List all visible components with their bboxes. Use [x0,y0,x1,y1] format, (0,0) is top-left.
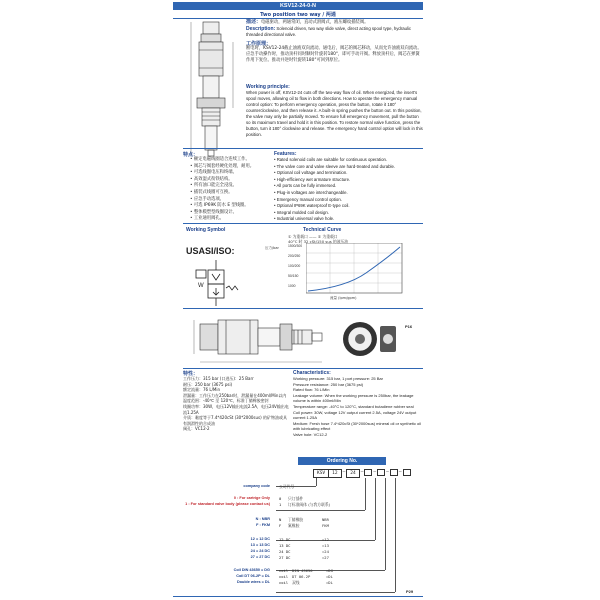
principle-zh-title: 工作原理： [246,41,272,47]
order-row-label: 12 = 12 DC [250,537,270,541]
model-title: KSV12-24-0-N [279,3,317,9]
char-zh-line: 泄漏量：工作压力在250bar时，泄漏量在400ml/Min以内 [183,392,287,398]
order-row-desc: 丁腈橡胶 [288,517,304,522]
order-row-label: 0 : For cartrige Only [233,496,270,500]
section-rule-4 [183,368,423,369]
curve-yaxis-label: 压力/bar [265,246,279,250]
order-row-code: 27 DC [279,555,291,560]
chars-en-title: Characteristics: [293,370,331,376]
order-row-label: 27 = 27 DC [250,555,270,559]
order-code-box: 12 [329,469,341,478]
feature-zh-item: • 应急手动选项。 [190,197,254,204]
char-en-line: Valve hole: VC12-2 [293,431,328,437]
curve-ytick: 200/250 [288,254,301,258]
feature-en-item: • Industrial universal valve hole. [274,216,395,223]
order-row-label: N : NBR [255,517,270,521]
desc-en-label: Description: [246,26,276,32]
order-code-sep: – [398,470,402,475]
leader-line [395,478,396,592]
features-zh-title: 特点： [183,152,199,158]
order-row-label: 13 = 13 DC [250,543,270,547]
char-zh-line: 耐压：250 bar (3675 psi) [183,381,233,387]
features-zh-list [190,157,254,223]
feature-zh-item: • 可选线圈电压和终端。 [190,170,254,177]
curve-ytick: 50/150 [288,274,299,278]
order-row-code: 24 DC [279,549,291,554]
principle-en-text: When power is off, KSV12-24 cuts off the two-way flow of oil. When energized, the insert's spool moves, allowing oil to flow in both directions. How to operate the emergency manual control option: To perform emergency operation, press the button, rotate it 180° counterclockwise, and then release it. A built-in spring pushes the button out. In this position, the valve may only be partially moved. To ensure full emergency movement, pull the button so its maximum travel and hold it in this position. To restore normal valve function, press the button, turn it 180° clockwise and release. The emergency hand control option will lock in this position. [246,90,423,137]
char-zh-line: 阀孔：VC12-2 [183,426,210,432]
order-row-label: company code [243,484,270,488]
feature-en-item: • Optional IP69K waterproof E-type coil. [274,203,395,210]
curve-xaxis-label: 流量 (lpm/gpm) [330,296,357,300]
order-row-extra: =DL [326,580,333,585]
desc-en [246,26,423,38]
curve-legend: ① 为重载口 —— ② 为重载口 [288,234,338,239]
order-code-box [377,469,385,476]
order-row-extra: FKM [322,523,329,528]
char-zh-line: 介质：黏度等于7.4*420cSt (30*2000sus) 的矿物油或具有润滑性的合成油 [183,415,287,426]
order-row-desc: 双线 [292,580,300,585]
feature-en-item: • Integral molded coil design. [274,210,395,217]
model-title-bar [173,2,423,10]
order-row-label: Double wires = DL [236,580,270,584]
curve-ytick: 1500/300 [288,244,303,248]
order-code-sep: – [373,470,377,475]
principle-zh-text: 断电时，KSV12-24截止油液双向流动。通电后，阀芯的阀芯移动，从而允许油液双向流动。应急手动操作时，推动顶杆同时顺时针旋转180°，即可手动开阀。释放顶杆后，阀芯在弹簧作用下复位。推动并逆时针旋转180°可回到原位。 [246,46,422,63]
order-row-extra: =13 [322,543,329,548]
chars-en-block [293,376,423,438]
desc-zh-text: 电磁驱动，两通常闭，直动式滑阀式，液压螺纹插装阀。 [261,20,369,25]
order-row-desc: 公司代号 [279,484,295,489]
order-row-label: F : FKM [256,523,270,527]
desc-en-text: Solenoid driven, two way slide valve, direct acting spool type, hydraulic threaded directional valve. [246,26,412,37]
char-en-line: Pressure resistance: 250 bar (3675 psi) [293,381,364,387]
char-zh-line: 工作压力：315 bar (口进压)：25 Barr [183,376,254,381]
order-row-code: 0 [279,496,282,501]
order-row-extra: NBR [322,517,329,522]
curve-ytick: 100/200 [288,264,301,268]
order-row-extra: =DL [326,574,333,579]
order-row-code: N [279,517,282,522]
order-row-label: Coil DIN 43650 = DG [233,568,270,572]
order-row-code: F [279,523,282,528]
order-row-desc: 订标准阀体 (与我方联系) [288,502,331,507]
curve-page-tag: P16 [405,324,413,329]
order-row-extra: =DG [326,568,333,573]
valve-dimension-drawing [190,310,330,368]
feature-zh-item: • 整体模塑型线圈设计。 [190,210,254,217]
order-row-code: coil [279,574,289,579]
order-row-code: 1 [279,502,282,507]
order-row-desc: DIN 43650 [292,568,313,573]
feature-en-item: • Plug-in voltages are interchangeable. [274,190,395,197]
feature-zh-item: • 阀芯与阀套经硬化处理，耐用。 [190,164,254,171]
section-rule-3 [183,308,423,309]
order-row-label: Coil DT 06-2P = DL [236,574,270,578]
chars-zh-block [183,376,290,432]
features-en-list [274,157,395,223]
feature-en-item: • The valve core and valve sleeve are hard-treated and durable. [274,164,395,171]
order-row-code: coil [279,580,289,585]
ordering-page-tag: P29 [406,589,414,594]
valve-drawing-top [183,20,241,160]
order-row-extra: =12 [322,537,329,542]
char-en-line: Working pressure: 315 bar, 1 port pressure: 25 Bar [293,376,383,381]
curve-title: Technical Curve [303,227,342,233]
coil-end-view [338,316,400,362]
section-rule-1 [183,148,423,149]
char-zh-line: 线圈功率：30W，电压12V输出电流2.5A，电压24V输出电流1.25A [183,403,289,415]
char-zh-line: 额定流量：76 L/Min [183,387,221,393]
leader-line [365,478,366,510]
char-en-line: Leakage volume: When the working pressure is 250bar, the leakage volume is within 400ml/Min [293,392,414,404]
symbol-title: Working Symbol [186,227,226,233]
char-en-line: Medium: Fresh hose 7.4*420cSt (30*2000sus) mineral oil or synthetic oil with lubricating effect [293,420,422,432]
ordering-title: Ordering No. [326,458,358,464]
features-en-title: Features: [274,151,297,157]
feature-zh-item: • 额定电磁线圈适合连续工作。 [190,157,254,164]
order-row-label: 24 = 24 DC [250,549,270,553]
chars-zh-title: 特性： [183,371,199,377]
leader-line [385,478,386,570]
order-row-desc: 只订插件 [288,496,304,501]
curve-legend-2: 40°C 时 32 cSt/150 sus 的液压油 [288,239,349,244]
feature-en-item: • All ports can be fully immersed. [274,183,395,190]
order-row-extra: =27 [322,555,329,560]
char-en-line: Rated flow: 76 L/Min [293,387,330,393]
order-row-code: coil [279,568,289,573]
order-row-label: 1 : For standard valve body (please contact us) [185,502,270,506]
order-code-box [390,469,398,476]
order-code-box: KSV [313,469,329,478]
desc-zh [246,19,423,26]
section-rule-2 [183,223,423,224]
feature-zh-item: • 可选 IP69K 防水 E 型线圈。 [190,203,254,210]
flow-curve [306,243,404,295]
feature-zh-item: • 插装式线圈可互换。 [190,190,254,197]
char-en-line: Temperature range: -40°C to 120°C, standard butadiene rubber seal [293,403,414,409]
curve-ytick: 1000 [288,284,296,288]
feature-en-item: • Optional coil voltage and termination. [274,170,395,177]
feature-en-item: • High-efficiency wet armature structure. [274,177,395,184]
ordering-title-bar [298,457,386,465]
order-code-sep: – [360,470,364,475]
desc-zh-title: 描述： [246,19,262,25]
order-row-code: 12 DC [279,537,291,542]
principle-en-title: Working principle: [246,84,290,90]
char-en-line: Coil power: 30W, voltage 12V output current 2.5A, voltage 24V output current 1.25A [293,409,417,421]
feature-en-item: • Emergency manual control option. [274,197,395,204]
hydraulic-symbol [186,258,246,308]
leader-line [276,592,395,593]
leader-line [316,478,317,486]
order-row-desc: 氟橡胶 [288,523,300,528]
svg-text:W: W [198,283,204,289]
order-code-sep: – [342,470,346,475]
symbol-standard: USASI/ISO: [186,246,235,256]
model-subtitle: Two position two way / 两通 [260,12,336,18]
leader-line [375,478,376,540]
order-code-sep: – [386,470,389,475]
order-code-box: 24 [346,469,359,478]
char-zh-line: 温度范围：-40℃ 至 120℃，标准丁腈橡胶密封 [183,398,269,404]
feature-zh-item: • 高效湿式衔铁结构。 [190,177,254,184]
feature-zh-item: • 所有油口能完全浸没。 [190,183,254,190]
leader-line [276,510,365,511]
feature-zh-item: • 工业通用阀孔。 [190,216,254,223]
order-code-box [364,469,372,476]
order-code-box [403,469,411,476]
feature-en-item: • Rated solenoid coils are suitable for continuous operation. [274,157,395,164]
footer-rule [173,596,423,597]
order-row-extra: =24 [322,549,329,554]
order-code-boxes [313,469,411,478]
order-row-code: 13 DC [279,543,291,548]
order-row-desc: DT 06-2P [292,574,311,579]
